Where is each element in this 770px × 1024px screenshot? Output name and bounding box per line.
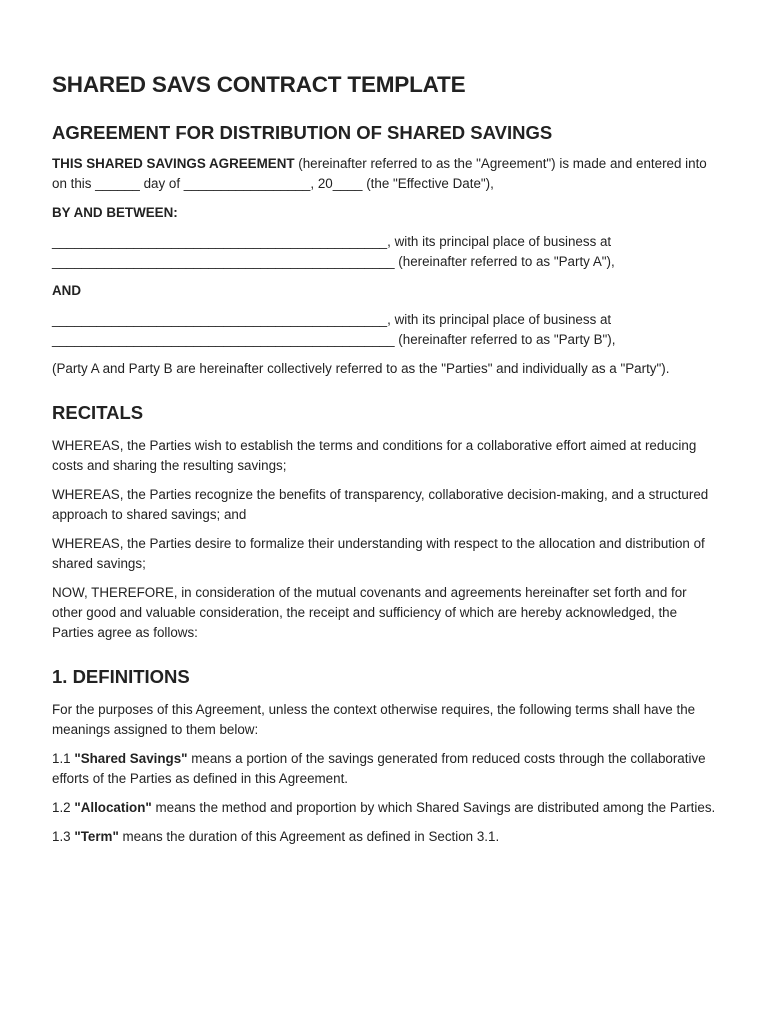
definition-number: 1.3 [52,829,75,844]
now-therefore-paragraph: NOW, THEREFORE, in consideration of the mutual covenants and agreements hereinafter set forth and for other good and valuable consideration, the receipt and sufficiency of which are hereby acknowledged, the Parties agree as follows: [52,585,687,640]
definition-item [52,749,718,789]
intro-text: (hereinafter referred to as the "Agreement") is made and entered into on this ______ day of _________________, 20____ (the "Effective Date"), [52,156,707,191]
by-and-between-label: BY AND BETWEEN: [52,205,178,220]
definition-term: "Shared Savings" [74,751,188,766]
definition-item [52,798,718,818]
definition-term: "Allocation" [74,800,152,815]
recital-paragraph: WHEREAS, the Parties wish to establish the terms and conditions for a collaborative effort aimed at reducing costs and sharing the resulting savings; [52,438,697,473]
definition-item [52,827,718,847]
recitals-heading: RECITALS [52,402,144,423]
definitions-heading: 1. DEFINITIONS [52,666,190,687]
definition-number: 1.1 [52,751,75,766]
parties-note: (Party A and Party B are hereinafter collectively referred to as the "Parties" and individually as a "Party"). [52,361,670,376]
definitions-intro: For the purposes of this Agreement, unless the context otherwise requires, the following terms shall have the meanings assigned to them below: [52,702,696,737]
intro-lead: THIS SHARED SAVINGS AGREEMENT [52,156,295,171]
party-b-block: _____________________________________________, with its principal place of business at ______________________________________________ (hereinafter referred to as "Party B"), [52,312,616,347]
definition-text: means the method and proportion by which Shared Savings are distributed among the Parties. [151,800,716,815]
definition-text: means a portion of the savings generated from reduced costs through the collaborative efforts of the Parties as defined in this Agreement. [52,751,706,786]
agreement-subtitle: AGREEMENT FOR DISTRIBUTION OF SHARED SAVINGS [52,122,553,143]
and-label: AND [52,283,82,298]
party-a-block: _____________________________________________, with its principal place of business at ______________________________________________ (hereinafter referred to as "Party A"), [52,234,615,269]
document-title: SHARED SAVS CONTRACT TEMPLATE [52,72,466,97]
definition-term: "Term" [74,829,119,844]
definition-text: means the duration of this Agreement as defined in Section 3.1. [118,829,500,844]
recital-paragraph: WHEREAS, the Parties recognize the benefits of transparency, collaborative decision-making, and a structured approach to shared savings; and [52,487,709,522]
recital-paragraph: WHEREAS, the Parties desire to formalize their understanding with respect to the allocation and distribution of shared savings; [52,536,705,571]
definition-number: 1.2 [52,800,75,815]
intro-paragraph [52,154,718,194]
